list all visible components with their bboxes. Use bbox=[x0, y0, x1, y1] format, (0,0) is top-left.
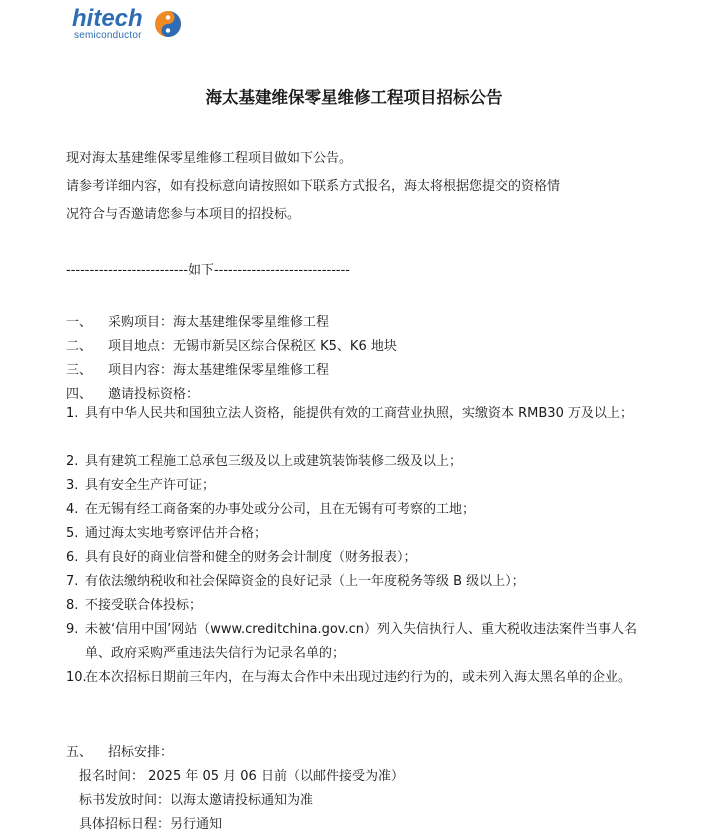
qualification-item bbox=[66, 546, 646, 570]
item-text: 具有安全生产许可证； bbox=[85, 478, 216, 493]
item-number: 5. bbox=[66, 526, 79, 541]
item-text: 未被‘信用中国’网站（www.creditchina.gov.cn）列入失信执行人、重大税收违法案件当事人名单、政府采购严重违法失信行为记录名单的； bbox=[85, 622, 638, 661]
item-text: 通过海太实地考察评估并合格； bbox=[85, 526, 268, 541]
item-text: 具有建筑工程施工总承包三级及以上或建筑装饰装修二级及以上； bbox=[85, 454, 463, 469]
item-number: 7. bbox=[66, 574, 79, 589]
item-number: 2. bbox=[66, 454, 79, 469]
qualification-item bbox=[66, 522, 646, 546]
intro-line: 况符合与否邀请您参与本项目的招投标。 bbox=[66, 207, 301, 222]
qualification-item bbox=[66, 474, 646, 498]
page-title: 海太基建维保零星维修工程项目招标公告 bbox=[205, 88, 503, 107]
section-text: 项目地点：无锡市新吴区综合保税区 K5、K6 地块 bbox=[108, 339, 397, 354]
item-text: 有依法缴纳税收和社会保障资金的良好记录（上一年度税务等级 B 级以上）； bbox=[85, 574, 525, 589]
section-number: 二、 bbox=[66, 339, 93, 354]
section-text: 招标安排： bbox=[108, 745, 174, 760]
qualification-item bbox=[66, 618, 646, 666]
section-item bbox=[66, 311, 329, 330]
section-number: 五、 bbox=[66, 745, 93, 760]
qualification-item bbox=[66, 594, 646, 618]
item-text: 在本次招标日期前三年内，在与海太合作中未出现过违约行为的，或未列入海太黑名单的企业。 bbox=[85, 670, 632, 685]
section-item bbox=[66, 335, 397, 354]
intro-line: 现对海太基建维保零星维修工程项目做如下公告。 bbox=[66, 151, 353, 166]
section-number: 一、 bbox=[66, 315, 93, 330]
section-text: 采购项目：海太基建维保零星维修工程 bbox=[108, 315, 330, 330]
qualification-item bbox=[66, 402, 646, 426]
logo-subtitle: semiconductor bbox=[74, 30, 142, 41]
item-number: 6. bbox=[66, 550, 79, 565]
schedule-line: 报名时间： 2025 年 05 月 06 日前（以邮件接受为准） bbox=[79, 769, 404, 784]
company-logo bbox=[72, 5, 184, 41]
item-number: 4. bbox=[66, 502, 79, 517]
schedule-line: 具体招标日程：另行通知 bbox=[79, 817, 223, 832]
qualification-item bbox=[66, 666, 646, 690]
item-number: 9. bbox=[66, 622, 79, 637]
item-text: 具有中华人民共和国独立法人资格，能提供有效的工商营业执照，实缴资本 RMB30 万及以上； bbox=[85, 406, 633, 421]
intro-line: 请参考详细内容，如有投标意向请按照如下联系方式报名，海太将根据您提交的资格情 bbox=[66, 179, 561, 194]
item-number: 1. bbox=[66, 406, 79, 421]
section-number: 四、 bbox=[66, 387, 93, 402]
section-text: 邀请投标资格： bbox=[108, 387, 200, 402]
qualification-item bbox=[66, 498, 646, 522]
item-number: 3. bbox=[66, 478, 79, 493]
section-text: 项目内容：海太基建维保零星维修工程 bbox=[108, 363, 330, 378]
qualification-item bbox=[66, 450, 646, 474]
divider-text: --------------------------如下----------------------------- bbox=[66, 263, 351, 278]
item-text: 具有良好的商业信誉和健全的财务会计制度（财务报表）； bbox=[85, 550, 417, 565]
section-number: 三、 bbox=[66, 363, 93, 378]
schedule-line: 标书发放时间：以海太邀请投标通知为准 bbox=[79, 793, 314, 808]
section-item bbox=[66, 383, 199, 402]
logo-wordmark: hitech bbox=[72, 5, 143, 32]
item-number: 8. bbox=[66, 598, 79, 613]
qualification-item bbox=[66, 570, 646, 594]
item-text: 在无锡有经工商备案的办事处或分公司，且在无锡有可考察的工地； bbox=[85, 502, 476, 517]
item-number: 10. bbox=[66, 670, 87, 685]
section-item bbox=[66, 359, 329, 378]
logo-mark-icon bbox=[154, 10, 182, 38]
section-item bbox=[66, 741, 173, 760]
item-text: 不接受联合体投标； bbox=[85, 598, 203, 613]
